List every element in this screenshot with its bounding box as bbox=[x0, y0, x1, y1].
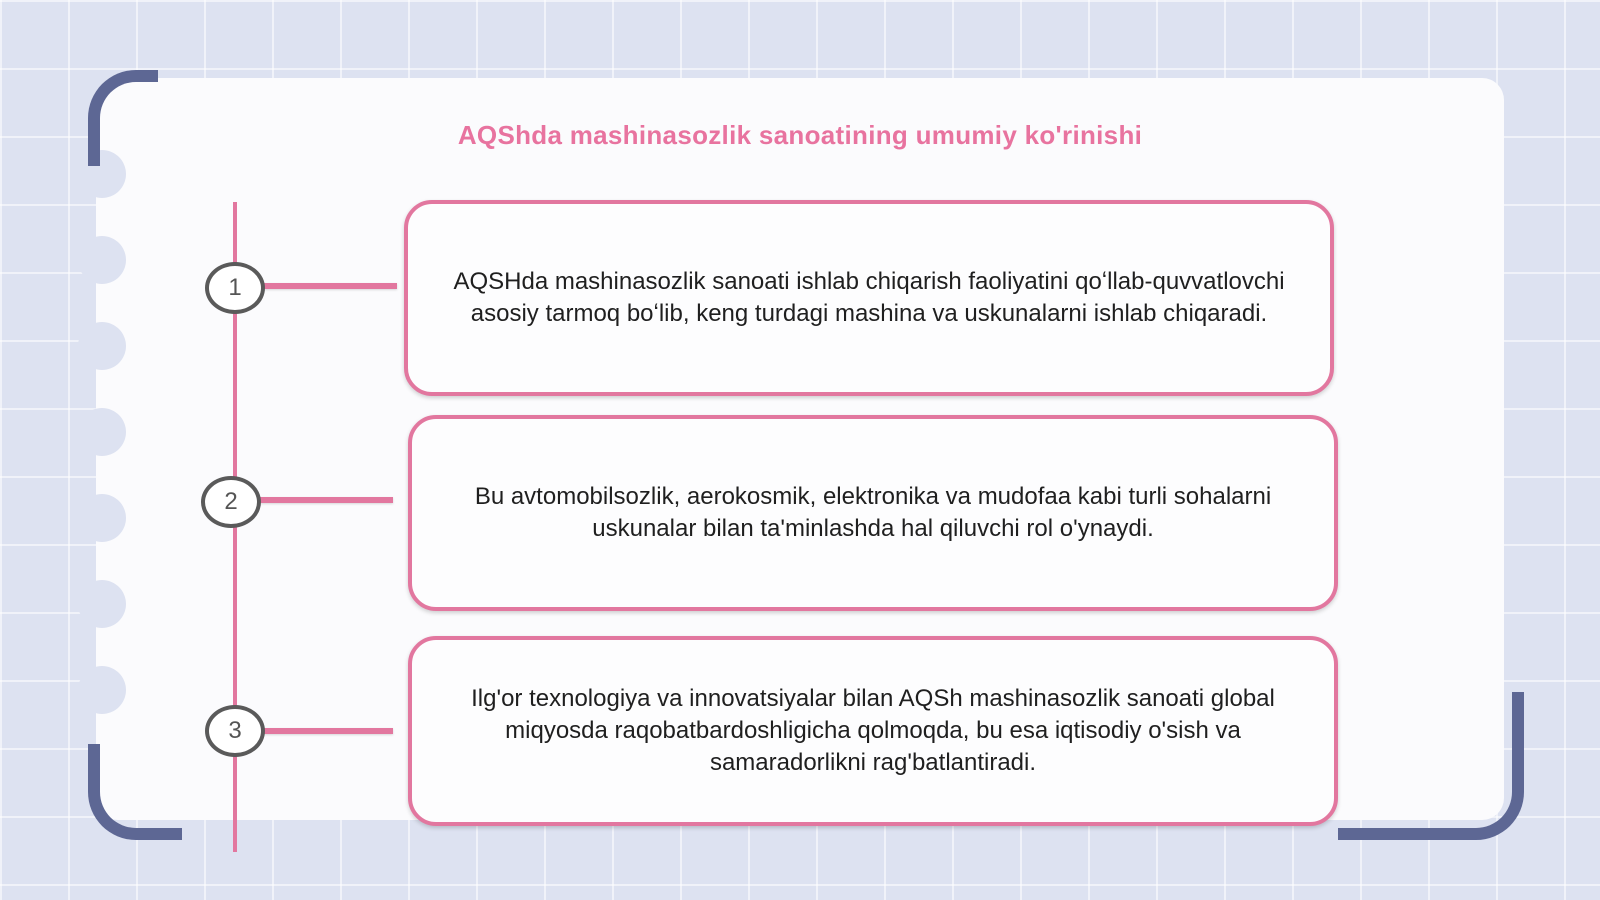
info-box-2 bbox=[408, 415, 1338, 611]
info-text-2: Bu avtomobilsozlik, aerokosmik, elektronika va mudofaa kabi turli sohalarni uskunalar bilan ta'minlashda hal qiluvchi rol o'ynaydi. bbox=[474, 483, 1272, 542]
paper-tab bbox=[78, 494, 126, 542]
step-number-1: 1 bbox=[205, 262, 265, 314]
paper-tab bbox=[78, 580, 126, 628]
corner-bracket-bottom-left bbox=[88, 744, 182, 840]
info-text-1: AQSHda mashinasozlik sanoati ishlab chiqarish faoliyatini qoʻllab-quvvatlovchi asosiy tarmoq boʻlib, keng turdagi mashina va uskunalarni ishlab chiqaradi. bbox=[453, 268, 1285, 327]
paper-tab bbox=[78, 236, 126, 284]
paper-tab bbox=[78, 322, 126, 370]
step-number-2: 2 bbox=[201, 476, 261, 528]
corner-bracket-top-left bbox=[88, 70, 158, 166]
timeline-connector bbox=[264, 728, 393, 734]
paper-tab bbox=[78, 408, 126, 456]
slide-title: AQShda mashinasozlik sanoatining umumiy ko'rinishi bbox=[457, 120, 1143, 150]
corner-bracket-bottom-right bbox=[1338, 692, 1524, 840]
info-box-3 bbox=[408, 636, 1338, 826]
info-box-1 bbox=[404, 200, 1334, 396]
step-number-3: 3 bbox=[205, 705, 265, 757]
info-text-3: Ilg'or texnologiya va innovatsiyalar bilan AQSh mashinasozlik sanoati global miqyosda raqobatbardoshligicha qolmoqda, bu esa iqtisodiy o'sish va samaradorlikni rag'batlantiradi. bbox=[471, 685, 1275, 776]
paper-tab bbox=[78, 666, 126, 714]
timeline-connector bbox=[260, 497, 393, 503]
timeline-connector bbox=[264, 283, 397, 289]
